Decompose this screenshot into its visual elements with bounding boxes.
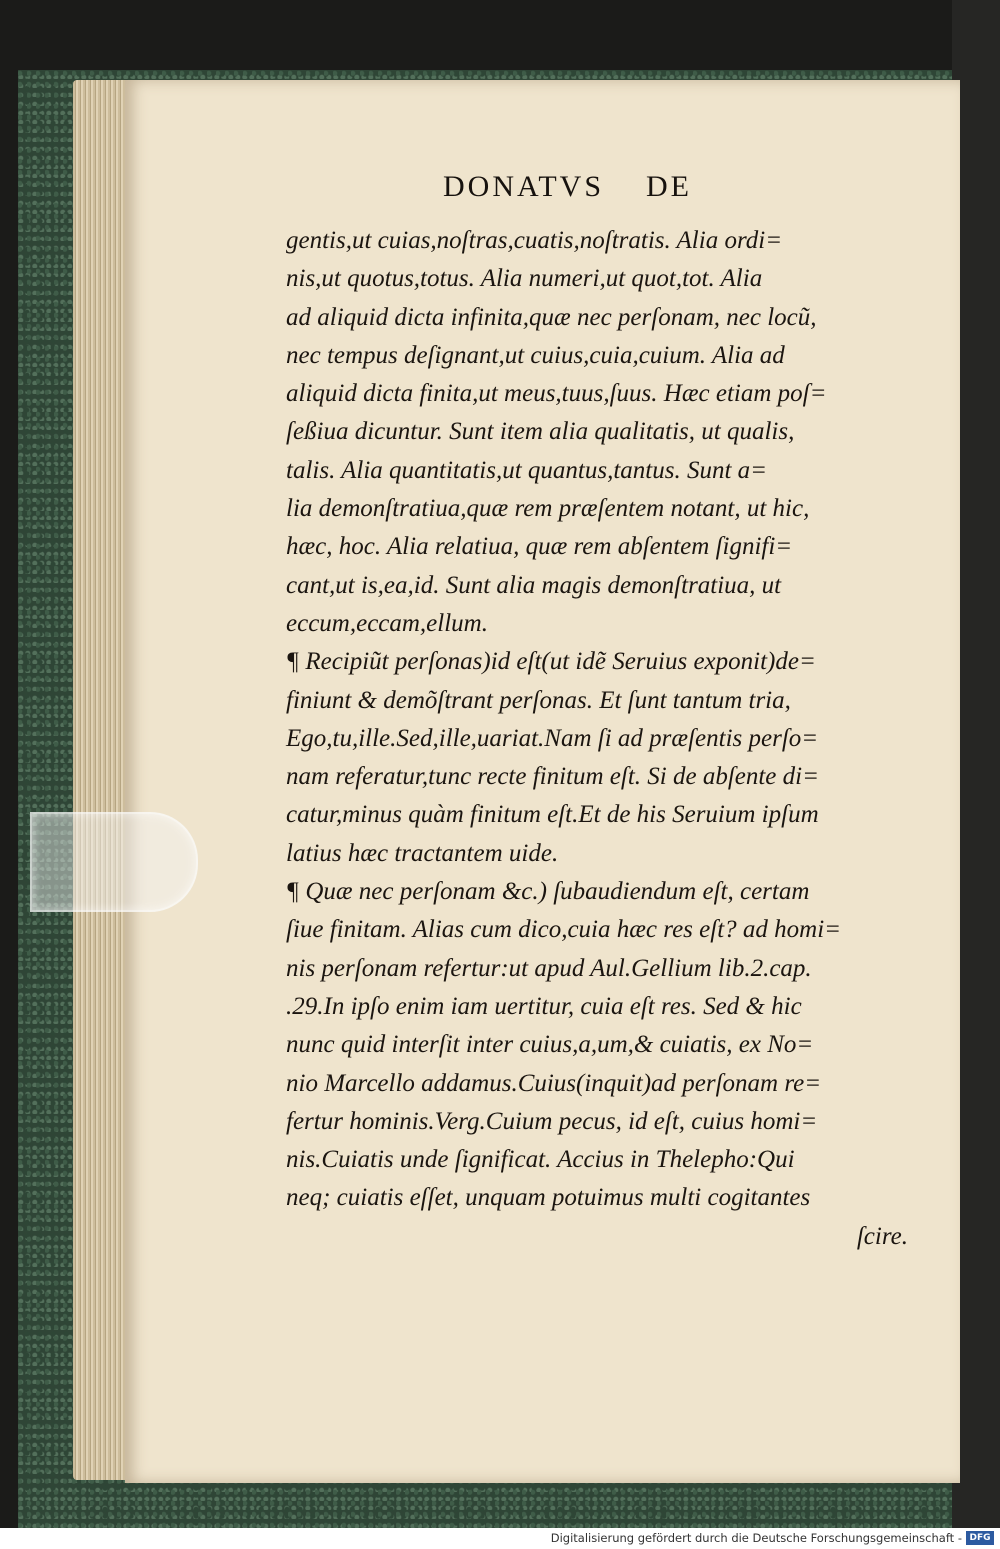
- text-line: finiunt & demõſtrant perſonas. Et ſunt tantum tria,: [286, 686, 791, 714]
- catchword: ſcire.: [856, 1222, 908, 1250]
- text-line: latius hæc tractantem uide.: [286, 839, 559, 867]
- running-head: [0, 170, 1000, 204]
- running-head-word: DONATVS: [443, 170, 605, 203]
- footer-bar: [0, 1528, 1000, 1549]
- text-line: nec tempus deſignant,ut cuius,cuia,cuium. Alia ad: [286, 341, 785, 369]
- text-line: nis.Cuiatis unde ſignificat. Accius in Thelepho:Qui: [286, 1146, 795, 1174]
- text-line: cant,ut is,ea,id. Sunt alia magis demonſtratiua, ut: [286, 571, 782, 599]
- text-line: nio Marcello addamus.Cuius(inquit)ad perſonam re=: [286, 1069, 822, 1097]
- text-line: talis. Alia quantitatis,ut quantus,tantus. Sunt a=: [286, 456, 768, 484]
- text-line: .29.In ipſo enim iam uertitur, cuia eſt res. Sed & hic: [286, 992, 802, 1020]
- text-line: Ego,tu,ille.Sed,ille,uariat.Nam ſi ad præſentis perſo=: [286, 724, 819, 752]
- text-line: fertur hominis.Verg.Cuium pecus, id eſt, cuius homi=: [286, 1107, 818, 1135]
- running-head-word: DE: [646, 170, 693, 203]
- text-line: nis,ut quotus,totus. Alia numeri,ut quot,tot. Alia: [286, 265, 763, 293]
- text-line: ¶ Recipiũt perſonas)id eſt(ut idẽ Seruius exponit)de=: [286, 648, 816, 676]
- glass-clip: [30, 812, 198, 912]
- body-text: [286, 222, 926, 1256]
- text-line: aliquid dicta finita,ut meus,tuus,ſuus. Hæc etiam poſ=: [286, 380, 827, 408]
- text-line: neq; cuiatis eſſet, unquam potuimus multi cogitantes: [286, 1184, 811, 1212]
- text-line: hæc, hoc. Alia relatiua, quæ rem abſentem ſignifi=: [286, 533, 793, 561]
- text-line: ſiue finitam. Alias cum dico,cuia hæc res eſt? ad homi=: [286, 916, 842, 944]
- dfg-logo: DFG: [966, 1531, 994, 1545]
- text-line: lia demonſtratiua,quæ rem præſentem notant, ut hic,: [286, 495, 810, 523]
- text-line: ad aliquid dicta infinita,quæ nec perſonam, nec locũ,: [286, 303, 817, 331]
- text-line: gentis,ut cuias,noſtras,cuatis,noſtratis. Alia ordi=: [286, 227, 783, 254]
- funding-credit: Digitalisierung gefördert durch die Deutsche Forschungsgemeinschaft -: [550, 1531, 962, 1545]
- text-line: eccum,eccam,ellum.: [286, 609, 488, 637]
- text-line: catur,minus quàm finitum eſt.Et de his Seruium ipſum: [286, 801, 819, 829]
- text-line: nam referatur,tunc recte finitum eſt. Si de abſente di=: [286, 763, 819, 791]
- text-line: ſeßiua dicuntur. Sunt item alia qualitatis, ut qualis,: [286, 418, 795, 446]
- text-line: nunc quid interſit inter cuius,a,um,& cuiatis, ex No=: [286, 1031, 814, 1059]
- text-line: ¶ Quæ nec perſonam &c.) ſubaudiendum eſt, certam: [286, 878, 810, 906]
- text-line: nis perſonam refertur:ut apud Aul.Gellium lib.2.cap.: [286, 954, 812, 982]
